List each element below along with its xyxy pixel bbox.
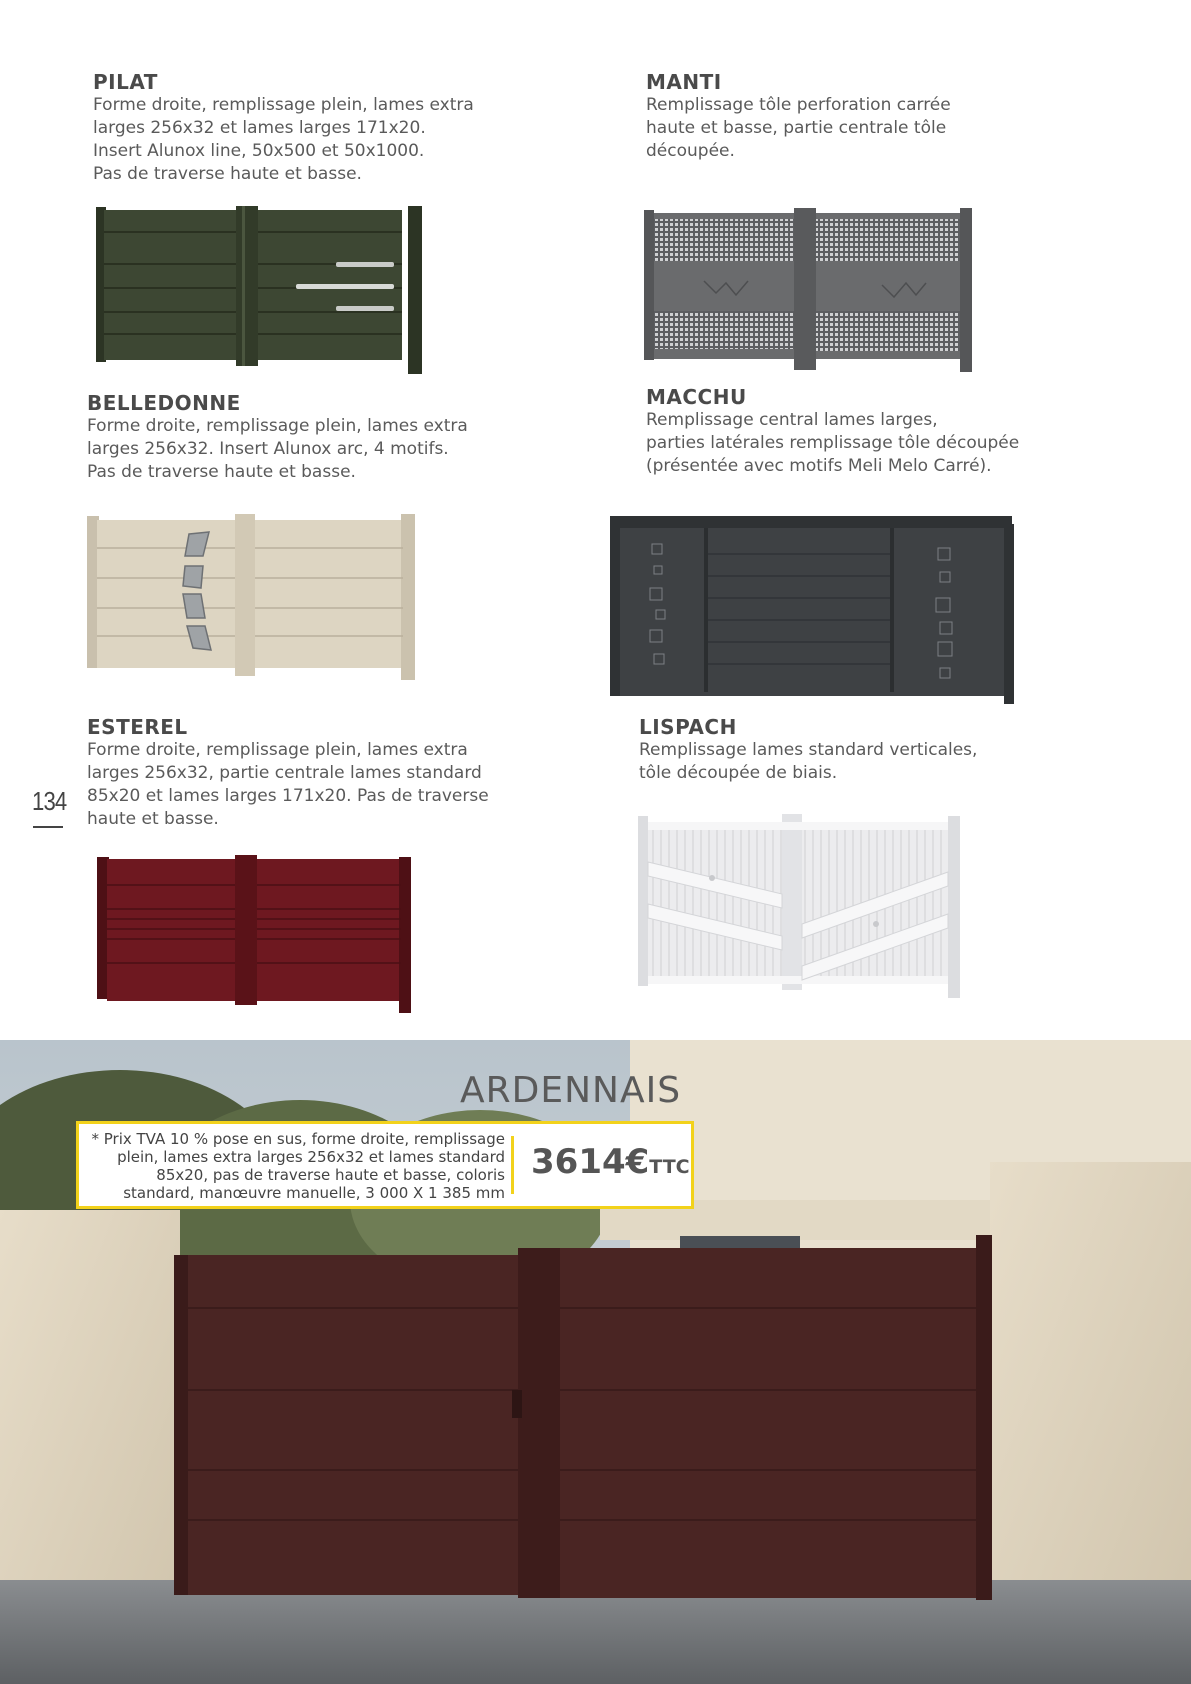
product-title: LISPACH (639, 715, 737, 739)
product-title: ESTEREL (87, 715, 188, 739)
product-belledonne (87, 391, 468, 484)
product-macchu (646, 385, 1019, 478)
product-description: Forme droite, remplissage plein, lames extra larges 256x32. Insert Alunox arc, 4 motifs. Pas de traverse haute et basse. (87, 416, 468, 482)
product-title: MACCHU (646, 385, 747, 409)
product-description: Remplissage central lames larges, parties latérales remplissage tôle découpée (présentée avec motifs Meli Melo Carré). (646, 410, 1020, 476)
product-title: BELLEDONNE (87, 391, 241, 415)
product-description: Remplissage lames standard verticales, tôle découpée de biais. (639, 740, 978, 783)
product-title: MANTI (646, 70, 722, 94)
product-description: Forme droite, remplissage plein, lames extra larges 256x32, partie centrale lames standard 85x20 et lames larges 171x20. Pas de traverse haute et basse. (87, 740, 489, 829)
product-description: Remplissage tôle perforation carrée haute et basse, partie centrale tôle découpée. (646, 95, 951, 161)
gate-image-esterel (97, 855, 413, 1015)
product-esterel (87, 715, 489, 831)
feature-title: ARDENNAIS (460, 1070, 682, 1111)
price-description: * Prix TVA 10 % pose en sus, forme droite, remplissage plein, lames extra larges 256x32 et lames standard 85x20, pas de traverse haute et basse, coloris standard, manœuvre manuelle, 3 000 X 1 385 mm (91, 1130, 505, 1202)
price-value: 3614€TTC (531, 1142, 690, 1182)
product-pilat (93, 70, 474, 186)
product-description: Forme droite, remplissage plein, lames extra larges 256x32 et lames larges 171x20. Insert Alunox line, 50x500 et 50x1000. Pas de traverse haute et basse. (93, 95, 474, 184)
gate-image-belledonne (87, 514, 419, 684)
page-number-rule (33, 826, 63, 828)
page-number: 134 (32, 786, 67, 816)
gate-image-macchu (610, 514, 1014, 706)
product-lispach (639, 715, 977, 785)
price-box (76, 1121, 694, 1209)
gate-image-pilat (92, 204, 424, 374)
gate-image-lispach (638, 812, 980, 1008)
price-separator (511, 1136, 514, 1194)
price-unit: TTC (649, 1156, 690, 1178)
product-title: PILAT (93, 70, 158, 94)
product-manti (646, 70, 951, 163)
gate-image-manti (644, 207, 976, 375)
